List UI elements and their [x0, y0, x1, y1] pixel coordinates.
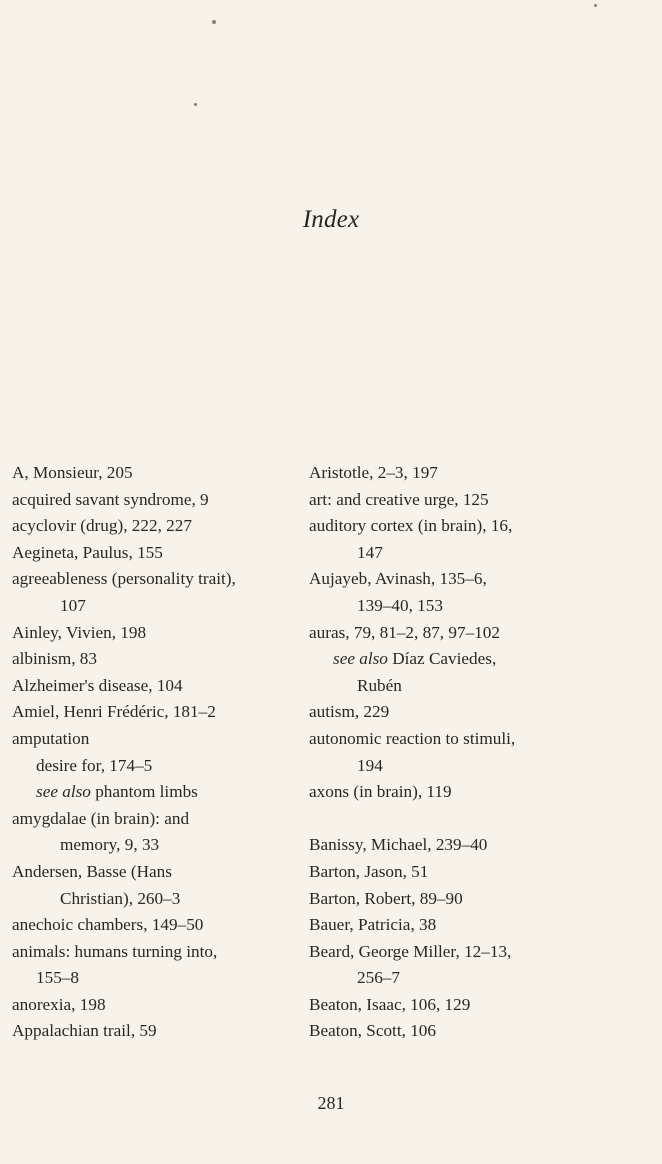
- index-entry-text: Bauer, Patricia, 38: [309, 915, 437, 935]
- index-entry: [309, 1018, 654, 1045]
- index-entry-text: Christian), 260–3: [60, 888, 181, 908]
- index-entry: [309, 673, 654, 700]
- index-entry-text: Andersen, Basse (Hans: [12, 861, 172, 881]
- index-entry: [309, 593, 654, 620]
- index-entry-text: amputation: [12, 728, 90, 748]
- index-entry-text: autism, 229: [309, 702, 390, 722]
- index-entry-text: auditory cortex (in brain), 16,: [309, 516, 513, 536]
- index-entry: [309, 699, 654, 726]
- index-entry: [309, 646, 654, 673]
- index-entry: [309, 540, 654, 567]
- index-entry-text: 155–8: [36, 968, 79, 988]
- index-entry: [12, 859, 297, 886]
- index-entry: [12, 912, 297, 939]
- index-entry: [12, 566, 297, 593]
- index-entry-text: albinism, 83: [12, 649, 97, 669]
- index-entry: [309, 859, 654, 886]
- paper-speck: [194, 103, 197, 106]
- index-entry: [12, 540, 297, 567]
- index-entry-text: amygdalae (in brain): and: [12, 808, 190, 828]
- index-entry-text: agreeableness (personality trait),: [12, 569, 236, 589]
- paper-speck: [594, 4, 597, 7]
- index-entry: [309, 912, 654, 939]
- index-entry-text: Aristotle, 2–3, 197: [309, 463, 438, 482]
- index-entry: [12, 646, 297, 673]
- index-entry-text: Aujayeb, Avinash, 135–6,: [309, 569, 487, 589]
- index-entry: [12, 673, 297, 700]
- index-entry-text: 107: [60, 595, 86, 615]
- index-entry: [309, 460, 654, 487]
- index-entry-text: Beaton, Isaac, 106, 129: [309, 994, 471, 1014]
- index-entry-text: Barton, Robert, 89–90: [309, 888, 463, 908]
- index-entry: [12, 753, 297, 780]
- index-entry-text: Ainley, Vivien, 198: [12, 622, 147, 642]
- index-entry-text: Amiel, Henri Frédéric, 181–2: [12, 702, 216, 722]
- index-entry-text: Rubén: [357, 675, 402, 695]
- index-entry-text: 139–40, 153: [357, 595, 443, 615]
- index-entry: [12, 965, 297, 992]
- index-entry: [309, 513, 654, 540]
- index-entry: [12, 620, 297, 647]
- index-entry-text: acquired savant syndrome, 9: [12, 489, 209, 509]
- index-entry-text: 256–7: [357, 968, 400, 988]
- index-entry-text: Barton, Jason, 51: [309, 861, 429, 881]
- index-entry: [12, 460, 297, 487]
- index-entry-text: Banissy, Michael, 239–40: [309, 835, 488, 855]
- index-entry: [309, 939, 654, 966]
- index-entry-text: Beard, George Miller, 12–13,: [309, 941, 512, 961]
- index-entry: [309, 487, 654, 514]
- index-entry-text: Beaton, Scott, 106: [309, 1021, 436, 1041]
- index-entry-text: art: and creative urge, 125: [309, 489, 489, 509]
- index-entry: [12, 699, 297, 726]
- index-entry: [12, 513, 297, 540]
- index-entry: [309, 753, 654, 780]
- index-entry-text: autonomic reaction to stimuli,: [309, 728, 516, 748]
- index-entry: [12, 832, 297, 859]
- see-also-label: see also: [36, 782, 91, 802]
- paper-speck: [212, 20, 216, 24]
- index-entry: [12, 487, 297, 514]
- page-title: Index: [302, 206, 360, 233]
- index-entry: [309, 886, 654, 913]
- index-entry: [12, 806, 297, 833]
- index-entry-text: phantom limbs: [90, 782, 198, 802]
- index-entry-text: A, Monsieur, 205: [12, 463, 133, 482]
- index-entry: [309, 832, 654, 859]
- page-number: 281: [317, 1093, 345, 1113]
- index-entry-text: anechoic chambers, 149–50: [12, 915, 204, 935]
- index-entry: [12, 1018, 297, 1045]
- index-entry-text: acyclovir (drug), 222, 227: [12, 516, 192, 536]
- index-column-left: [12, 460, 297, 1045]
- index-entry-text: memory, 9, 33: [60, 835, 160, 855]
- index-entry-text: Aegineta, Paulus, 155: [12, 542, 163, 562]
- index-entry: [12, 939, 297, 966]
- index-entry-text: Appalachian trail, 59: [12, 1021, 157, 1041]
- index-entry: [309, 726, 654, 753]
- index-entry-text: axons (in brain), 119: [309, 782, 452, 802]
- index-entry-text: auras, 79, 81–2, 87, 97–102: [309, 622, 500, 642]
- index-entry: [309, 566, 654, 593]
- index-entry: [12, 779, 297, 806]
- index-entry: [309, 965, 654, 992]
- index-entry-text: animals: humans turning into,: [12, 941, 218, 961]
- index-entry-text: anorexia, 198: [12, 994, 106, 1014]
- index-entry-text: 147: [357, 542, 383, 562]
- index-entry-text: desire for, 174–5: [36, 755, 153, 775]
- index-entry: [309, 779, 654, 806]
- see-also-label: see also: [333, 649, 388, 669]
- index-entry-text: Alzheimer's disease, 104: [12, 675, 183, 695]
- index-entry: [309, 992, 654, 1019]
- index-entry-text: 194: [357, 755, 383, 775]
- index-entry: [12, 593, 297, 620]
- index-entry: [309, 620, 654, 647]
- index-column-right: [309, 460, 654, 1045]
- index-entry: [12, 726, 297, 753]
- index-entry: [12, 886, 297, 913]
- index-entry: [12, 992, 297, 1019]
- index-entry: [309, 806, 654, 833]
- index-entry-text: Díaz Caviedes,: [387, 649, 497, 669]
